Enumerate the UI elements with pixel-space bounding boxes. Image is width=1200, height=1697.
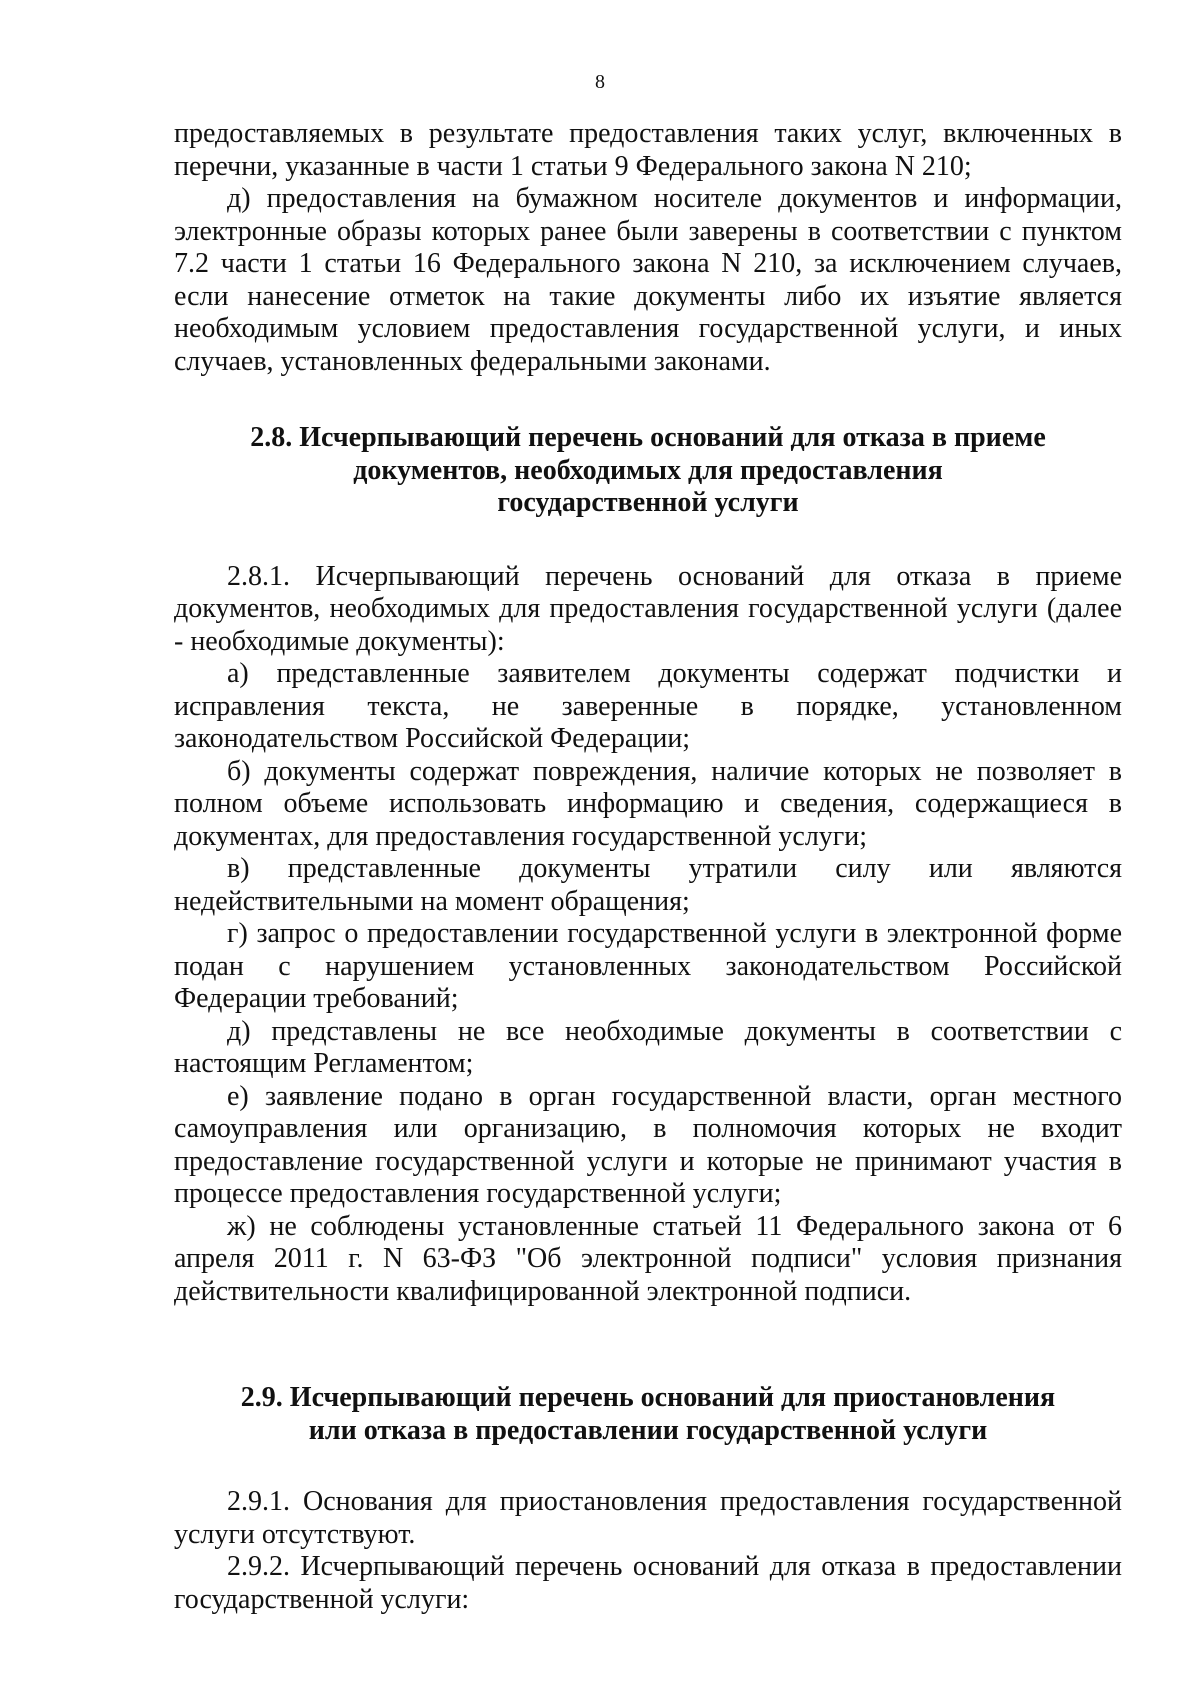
list-item-zh: ж) не соблюдены установленные статьей 11 Федерального закона от 6 апреля 2011 г. N 63-ФЗ "Об электронной подписи" условия признания действительности квалифицированной электронной подписи. (174, 1210, 1122, 1307)
intro-paragraph-d: д) предоставления на бумажном носителе документов и информации, электронные образы которых ранее были заверены в соответствии с пунктом 7.2 части 1 статьи 16 Федерального закона N 210, за исключением случаев, если нанесение отметок на такие документы либо их изъятие является необходимым условием предоставления государственной услуги, и иных случаев, установленных федеральными законами. (174, 183, 1122, 377)
section-2-8-heading-line: 2.8. Исчерпывающий перечень оснований для отказа в приеме (250, 422, 1046, 453)
paragraph-2-9-2: 2.9.2. Исчерпывающий перечень оснований для отказа в предоставлении государственной услуги: (174, 1551, 1122, 1615)
list-item-a: а) представленные заявителем документы содержат подчистки и исправления текста, не заверенные в порядке, установленном законодательством Российской Федерации; (174, 658, 1122, 754)
paragraph-2-9-1: 2.9.1. Основания для приостановления предоставления государственной услуги отсутствуют. (174, 1486, 1122, 1550)
list-item-g: г) запрос о предоставлении государственной услуги в электронной форме подан с нарушением установленных законодательством Российской Федерации требований; (174, 918, 1122, 1014)
intro-paragraph-continued: предоставляемых в результате предоставления таких услуг, включенных в перечни, указанные в части 1 статьи 9 Федерального закона N 210; (174, 118, 1122, 182)
section-2-8-heading-line: документов, необходимых для предоставления (353, 454, 943, 486)
section-2-9-heading-line: или отказа в предоставлении государственной услуги (308, 1414, 988, 1446)
paragraph-2-8-1: 2.8.1. Исчерпывающий перечень оснований для отказа в приеме документов, необходимых для предоставления государственной услуги (далее - необходимые документы): (174, 560, 1122, 657)
list-item-e: е) заявление подано в орган государственной власти, орган местного самоуправления или организацию, в полномочия которых не входит предоставление государственной услуги и которые не принимают участия в процессе предоставления государственной услуги; (174, 1080, 1122, 1209)
section-2-8-heading-line: государственной услуги (497, 487, 799, 518)
list-item-b: б) документы содержат повреждения, наличие которых не позволяет в полном объеме использовать информацию и сведения, содержащиеся в документах, для предоставления государственной услуги; (174, 755, 1122, 852)
list-item-d: д) представлены не все необходимые документы в соответствии с настоящим Регламентом; (174, 1015, 1122, 1079)
section-2-9-heading-line: 2.9. Исчерпывающий перечень оснований для приостановления (240, 1382, 1056, 1413)
document-body (174, 118, 1122, 1616)
list-item-v: в) представленные документы утратили силу или являются недействительными на момент обращения; (174, 853, 1122, 917)
section-2-8-heading (174, 422, 1122, 520)
page-number: 8 (595, 71, 605, 93)
section-2-9-heading (174, 1382, 1122, 1447)
